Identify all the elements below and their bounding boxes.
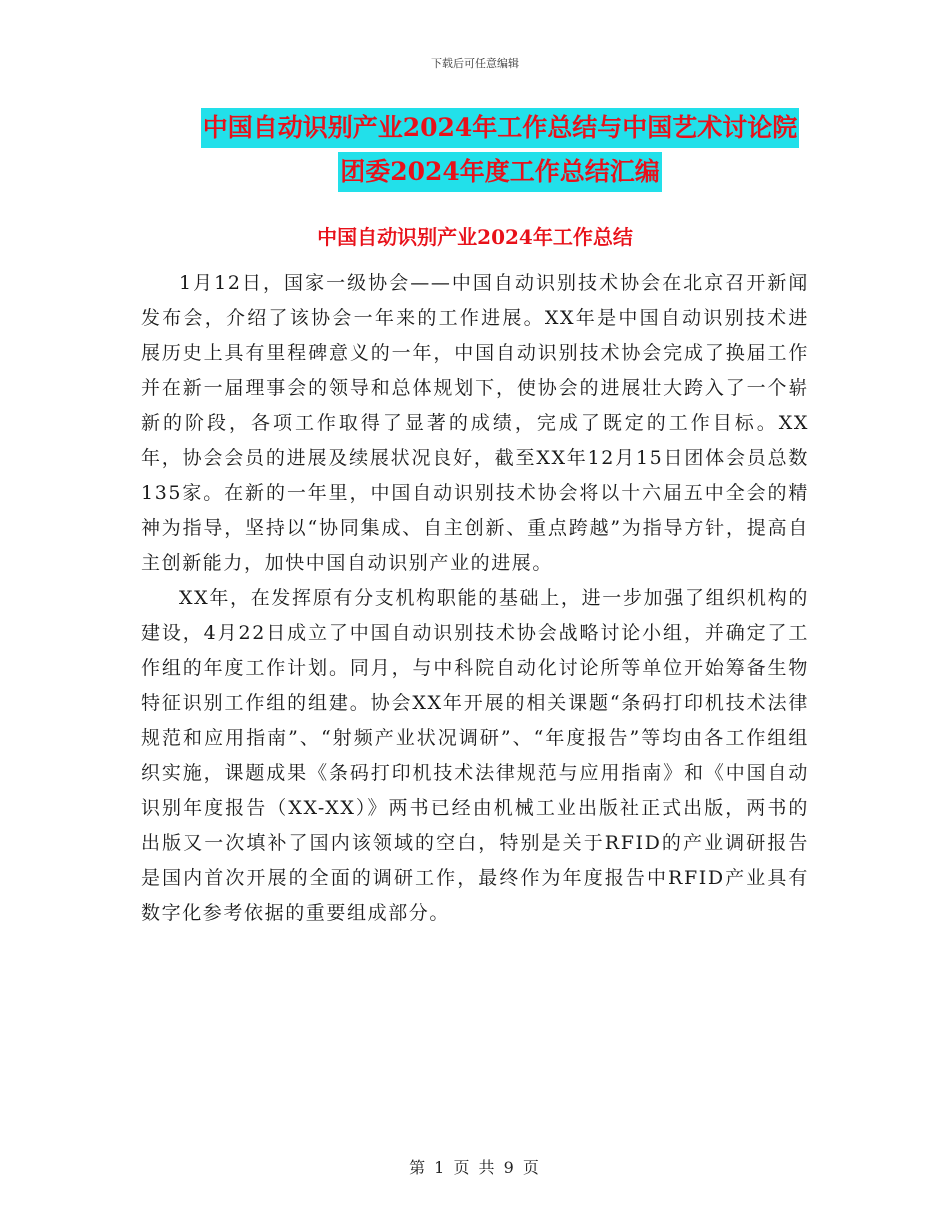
title-line-1: 中国自动识别产业2024年工作总结与中国艺术讨论院: [201, 108, 800, 148]
section-title: 中国自动识别产业2024年工作总结: [317, 225, 633, 249]
document-body: [141, 266, 809, 931]
paragraph: XX年，在发挥原有分支机构职能的基础上，进一步加强了组织机构的建设，4月22日成立了中国自动识别技术协会战略讨论小组，并确定了工作组的年度工作计划。同月，与中科院自动化讨论所等单位开始筹备生物特征识别工作组的组建。协会XX年开展的相关课题“条码打印机技术法律规范和应用指南”、“射频产业状况调研”、“年度报告”等均由各工作组组织实施，课题成果《条码打印机技术法律规范与应用指南》和《中国自动识别年度报告（XX-XX）》两书已经由机械工业出版社正式出版，两书的出版又一次填补了国内该领域的空白，特别是关于RFID的产业调研报告是国内首次开展的全面的调研工作，最终作为年度报告中RFID产业具有数字化参考依据的重要组成部分。: [141, 587, 809, 924]
header-note: 下载后可任意编辑: [431, 57, 519, 70]
document-title: [150, 108, 850, 196]
page-number: 第 1 页 共 9 页: [409, 1158, 541, 1177]
title-line-2: 团委2024年度工作总结汇编: [338, 152, 662, 192]
paragraph: 1月12日，国家一级协会——中国自动识别技术协会在北京召开新闻发布会，介绍了该协会一年来的工作进展。XX年是中国自动识别技术进展历史上具有里程碑意义的一年，中国自动识别技术协会完成了换届工作并在新一届理事会的领导和总体规划下，使协会的进展壮大跨入了一个崭新的阶段，各项工作取得了显著的成绩，完成了既定的工作目标。XX年，协会会员的进展及续展状况良好，截至XX年12月15日团体会员总数135家。在新的一年里，中国自动识别技术协会将以十六届五中全会的精神为指导，坚持以“协同集成、自主创新、重点跨越”为指导方针，提高自主创新能力，加快中国自动识别产业的进展。: [141, 272, 809, 574]
